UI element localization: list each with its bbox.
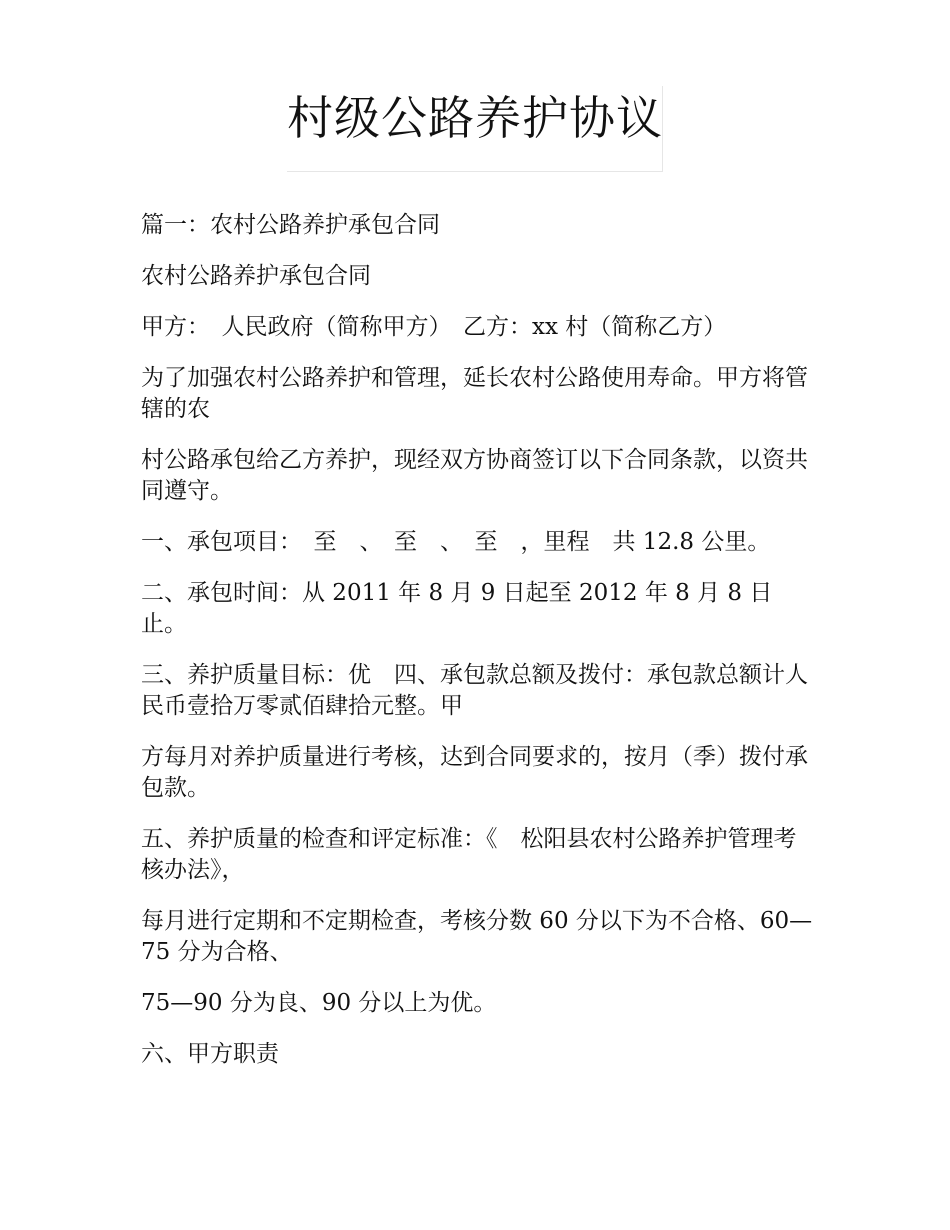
document-body (141, 210, 817, 1090)
paragraph-clause-3-4: 三、养护质量目标：优 四、承包款总额及拨付：承包款总额计人民币壹拾万零贰佰肆拾元整。甲 (141, 662, 808, 719)
paragraph-clause-2: 二、承包时间：从 2011 年 8 月 9 日起至 2012 年 8 月 8 日止。 (141, 580, 773, 637)
paragraph-clause-4-continued: 方每月对养护质量进行考核，达到合同要求的，按月（季）拨付承包款。 (141, 744, 808, 801)
paragraph-purpose: 为了加强农村公路养护和管理，延长农村公路使用寿命。甲方将管辖的农 (141, 365, 808, 422)
paragraph-purpose-continued: 村公路承包给乙方养护，现经双方协商签订以下合同条款，以资共同遵守。 (141, 447, 808, 504)
document-title: 村级公路养护协议 (287, 91, 663, 145)
paragraph-section-heading: 篇一：农村公路养护承包合同 (141, 212, 440, 238)
title-box (287, 86, 663, 172)
paragraph-clause-6: 六、甲方职责 (141, 1041, 279, 1067)
paragraph-clause-5-grades: 75—90 分为良、90 分以上为优。 (141, 990, 497, 1016)
paragraph-contract-name: 农村公路养护承包合同 (141, 263, 371, 289)
paragraph-clause-5-continued: 每月进行定期和不定期检查，考核分数 60 分以下为不合格、60—75 分为合格、 (141, 908, 813, 965)
paragraph-clause-5: 五、养护质量的检查和评定标准：《 松阳县农村公路养护管理考核办法》， (141, 826, 797, 883)
paragraph-parties: 甲方： 人民政府（简称甲方） 乙方：xx 村（简称乙方） (141, 314, 727, 340)
paragraph-clause-1: 一、承包项目： 至 、 至 、 至 ，里程 共 12.8 公里。 (141, 529, 771, 555)
